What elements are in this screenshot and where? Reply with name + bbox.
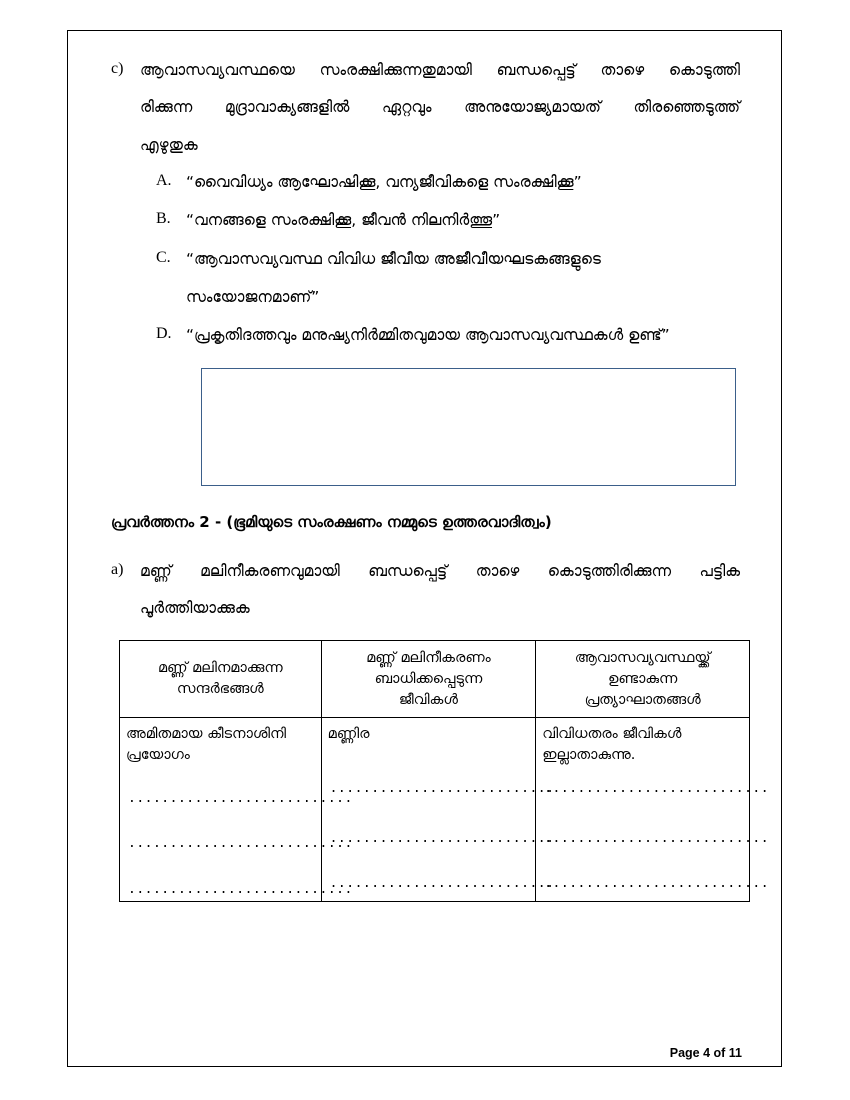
question-c-line-2: രിക്കുന്ന മുദ്രാവാക്യങ്ങളിൽ ഏറ്റവും അനുയോജ്യമായത് തിരഞ്ഞെടുത്ത് <box>140 98 740 116</box>
soil-pollution-table <box>119 640 770 902</box>
header-cell-consequences <box>536 641 750 718</box>
cell-organisms-text <box>328 724 370 745</box>
header-2-line-2: ബാധിക്കപ്പെടുന്ന <box>374 670 483 687</box>
blank-line[interactable]: ........................... <box>128 836 353 851</box>
option-d-text: “പ്രകൃതിദത്തവും മനുഷ്യനിർമ്മിതവുമായ ആവാസവ്യവസ്ഥകൾ ഉണ്ട്” <box>186 326 670 344</box>
option-a-letter: A. <box>156 172 172 189</box>
page-number: Page 4 of 11 <box>669 1046 742 1060</box>
question-c-marker: c) <box>111 60 124 77</box>
answer-box[interactable] <box>201 368 736 486</box>
question-a-marker: a) <box>111 561 124 578</box>
blank-line[interactable]: ........................... <box>128 882 353 897</box>
cell-1-line-2: പ്രയോഗം <box>126 747 190 763</box>
cell-1-line-1: അമിതമായ കീടനാശിനി <box>126 726 287 742</box>
blank-line[interactable]: ........................... <box>128 791 353 806</box>
header-3-line-3: പ്രത്യാഘാതങ്ങൾ <box>584 691 701 708</box>
option-c-text-continued: സംയോജനമാണ്” <box>186 288 320 306</box>
table-row <box>120 718 750 902</box>
header-3-line-1: ആവാസവ്യവസ്ഥയ്ക്ക് <box>574 649 711 666</box>
header-2-line-1: മണ്ണ് മലിനീകരണം <box>366 649 491 666</box>
cell-3-line-2: ഇല്ലാതാകുന്നു. <box>542 747 636 763</box>
header-2-line-3: ജീവികൾ <box>398 691 458 708</box>
cell-3-line-1: വിവിധതരം ജീവികൾ <box>542 726 682 742</box>
question-c-line-3: എഴുതുക <box>140 136 198 154</box>
question-c-line-1: ആവാസവ്യവസ്ഥയെ സംരക്ഷിക്കുന്നതുമായി ബന്ധപ്പെട്ട് താഴെ കൊടുത്തി <box>140 61 740 79</box>
cell-2-line-1: മണ്ണിര <box>327 726 370 742</box>
question-a-line-1: മണ്ണ് മലിനീകരണവുമായി ബന്ധപ്പെട്ട് താഴെ കൊടുത്തിരിക്കുന്ന പട്ടിക <box>140 562 740 580</box>
header-cell-situations <box>120 641 322 718</box>
blank-line[interactable]: ........................... <box>329 876 555 891</box>
question-a-line-2: പൂർത്തിയാക്കുക <box>140 599 250 617</box>
blank-line[interactable]: ........................... <box>544 876 770 891</box>
header-1-line-2: സന്ദർഭങ്ങൾ <box>176 681 264 697</box>
option-c-letter: C. <box>156 249 171 266</box>
header-1-line-1: മണ്ണ് മലിനമാക്കുന്ന <box>157 660 283 676</box>
option-b-letter: B. <box>156 210 171 227</box>
option-d-letter: D. <box>156 325 172 342</box>
cell-consequences[interactable] <box>536 718 770 902</box>
blank-line[interactable]: ........................... <box>544 831 770 846</box>
header-3-line-2: ഉണ്ടാകുന്ന <box>607 670 678 687</box>
table-header-row <box>120 641 750 718</box>
header-cell-affected-organisms <box>321 641 536 718</box>
cell-situations-text <box>126 724 286 766</box>
cell-affected-organisms[interactable] <box>321 718 555 902</box>
activity-2-heading: പ്രവർത്തനം 2 - (ഭൂമിയുടെ സംരക്ഷണം നമ്മുടെ ഉത്തരവാദിത്വം) <box>111 513 552 531</box>
cell-consequences-text <box>542 724 681 766</box>
blank-line[interactable]: ........................... <box>329 781 555 796</box>
blank-line[interactable]: ........................... <box>544 781 770 796</box>
blank-line[interactable]: ........................... <box>329 831 555 846</box>
option-b-text: “വനങ്ങളെ സംരക്ഷിക്കൂ, ജീവൻ നിലനിർത്തൂ” <box>186 211 501 229</box>
option-a-text: “വൈവിധ്യം ആഘോഷിക്കൂ, വന്യജീവികളെ സംരക്ഷിക്കൂ” <box>186 173 582 191</box>
option-c-text: “ആവാസവ്യവസ്ഥ വിവിധ ജീവീയ അജീവീയഘടകങ്ങളുടെ <box>186 250 601 268</box>
